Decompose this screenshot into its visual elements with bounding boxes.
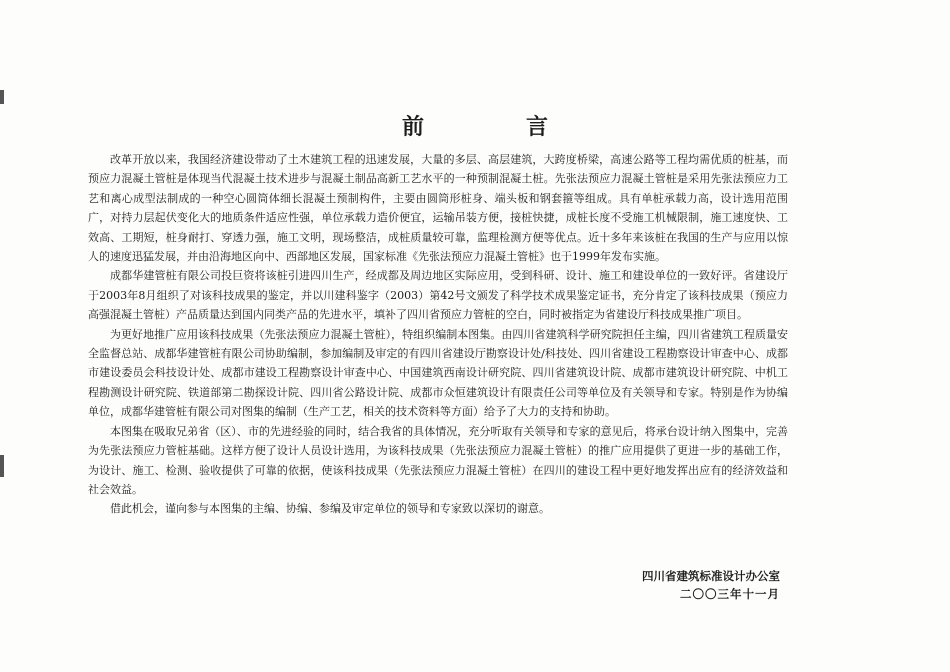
paragraph-5: 借此机会，谨向参与本图集的主编、协编、参编及审定单位的领导和专家致以深切的谢意。 <box>110 502 550 516</box>
signature-date: 二〇〇三年十一月 <box>680 587 780 601</box>
paragraph-1: 改革开放以来，我国经济建设带动了土木建筑工程的迅速发展，大量的多层、高层建筑，大跨度桥梁，高速公路等工程均需优质的桩基，而预应力混凝土管桩是体现当代混凝土技术进步与混凝土制品高新工艺水平的一种预制混凝土桩。先张法预应力混凝土管桩是采用先张法预应力工艺和离心成型法制成的一种空心圆筒体细长混凝土预制构件，主要由圆筒形桩身、端头板和钢套箍等组成。具有单桩承载力高，设计选用范围广，对持力层起伏变化大的地质条件适应性强，单位承载力造价便宜，运输吊装方便，接桩快捷，成桩长度不受施工机械限制，施工速度快、工效高、工期短，桩身耐打、穿透力强，施工文明，现场整洁，成桩质量较可靠，监理检测方便等优点。近十多年来该桩在我国的生产与应用以惊人的速度迅猛发展，并由沿海地区向中、西部地区发展，国家标准《先张法预应力混凝土管桩》也于1999年发布实施。 <box>88 153 788 264</box>
scan-edge-mark <box>0 455 4 477</box>
page-title: 前 言 <box>401 114 588 140</box>
paragraph-4: 本图集在吸取兄弟省（区）、市的先进经验的同时，结合我省的具体情况，充分听取有关领导和专家的意见后，将承台设计纳入图集中，完善为先张法预应力管桩基础。这样方便了设计人员设计选用，为该科技成果（先张法预应力混凝土管桩）的推广应用提供了更进一步的基础工作，为设计、施工、检测、验收提供了可靠的依据，使该科技成果（先张法预应力混凝土管桩）在四川的建设工程中更好地发挥出应有的经济效益和社会效益。 <box>88 424 788 496</box>
preface-body <box>88 150 788 519</box>
paragraph-3: 为更好地推广应用该科技成果（先张法预应力混凝土管桩），特组织编制本图集。由四川省建筑科学研究院担任主编，四川省建筑工程质量安全监督总站、成都华建管桩有限公司协助编制，参加编制及审定的有四川省建设厅勘察设计处/科技处、四川省建设工程勘察设计审查中心、成都市建设委员会科技设计处、成都市建设工程勘察设计审查中心、中国建筑西南设计研究院、四川省建筑设计院、成都市建筑设计研究院、中机工程勘测设计研究院、铁道部第二勘探设计院、四川省公路设计院、成都市众恒建筑设计有限责任公司等单位及有关领导和专家。特别是作为协编单位，成都华建管桩有限公司对图集的编制（生产工艺，相关的技术资料等方面）给予了大力的支持和协助。 <box>88 327 788 419</box>
scan-edge-mark <box>0 90 4 104</box>
signature-organization: 四川省建筑标准设计办公室 <box>642 569 780 583</box>
paragraph-2: 成都华建管桩有限公司投巨资将该桩引进四川生产，经成都及周边地区实际应用，受到科研、设计、施工和建设单位的一致好评。省建设厅于2003年8月组织了对该科技成果的鉴定，并以川建科鉴字（2003）第42号文颁发了科学技术成果鉴定证书，充分肯定了该科技成果（预应力高强混凝土管桩）产品质量达到国内同类产品的先进水平，填补了四川省预应力管桩的空白，同时被指定为省建设厅科技成果推广项目。 <box>88 269 788 322</box>
